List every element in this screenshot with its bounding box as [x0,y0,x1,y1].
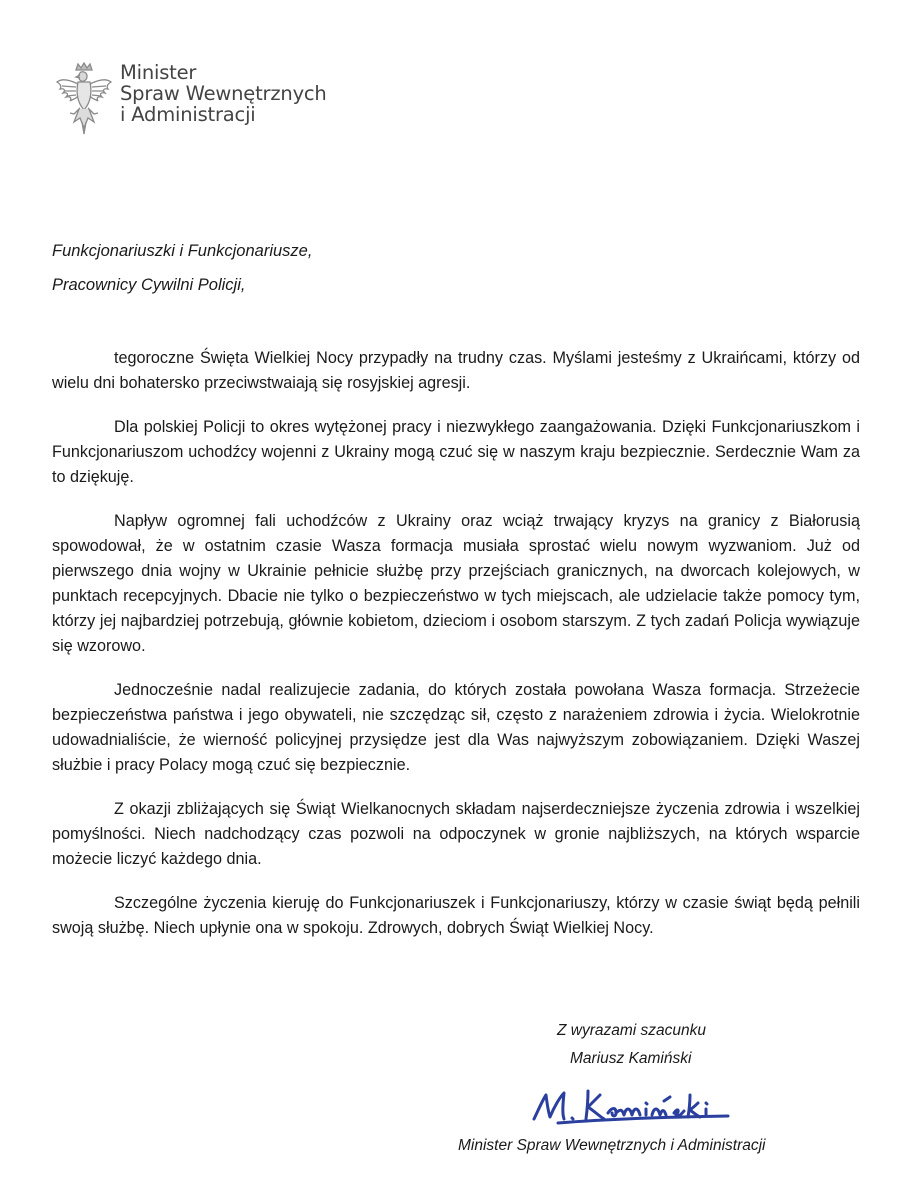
header-line-1: Minister [120,61,197,84]
greeting-line-2: Pracownicy Cywilni Policji, [52,276,246,294]
paragraph-2: Dla polskiej Policji to okres wytężonej pracy i niezwykłego zaangażowania. Dzięki Funkcjonariuszkom i Funkcjonariuszom uchodźcy wojenni z Ukrainy mogą czuć się w naszym kraju bezpiecznie. Serdecznie Wam za to dziękuję. [52,418,860,486]
ministry-header [120,62,327,125]
closing-regards: Z wyrazami szacunku [557,1022,707,1039]
paragraph-1: tegoroczne Święta Wielkiej Nocy przypadły na trudny czas. Myślami jesteśmy z Ukraińcami, którzy od wielu dni bohatersko przeciwstwaiają się rosyjskiej agresji. [52,349,860,392]
signature-text: M. Kamiński [528,1083,534,1084]
greeting-line-1: Funkcjonariuszki i Funkcjonariusze, [52,242,313,260]
letter-body [52,346,860,960]
paragraph-6: Szczególne życzenia kieruję do Funkcjonariuszek i Funkcjonariuszy, którzy w czasie świąt będą pełnili swoją służbę. Niech upłynie ona w spokoju. Zdrowych, dobrych Świąt Wielkiej Nocy. [52,894,860,937]
paragraph-5: Z okazji zbliżających się Świąt Wielkanocnych składam najserdeczniejsze życzenia zdrowia i wszelkiej pomyślności. Niech nadchodzący czas pozwoli na odpoczynek w gronie najbliższych, na których wsparcie możecie liczyć każdego dnia. [52,800,860,868]
paragraph-4: Jednocześnie nadal realizujecie zadania, do których została powołana Wasza formacja. Strzeżecie bezpieczeństwa państwa i jego obywateli, nie szczędząc sił, często z narażeniem zdrowia i życia. Wielokrotnie udowadnialiście, że wierność policyjnej przysiędze jest dla Was najwyższym zobowiązaniem. Dzięki Waszej służbie i pracy Polacy mogą czuć się bezpiecznie. [52,681,860,774]
signatory-title: Minister Spraw Wewnętrznych i Administracji [458,1137,766,1154]
header-line-3: i Administracji [120,103,256,126]
paragraph-3: Napływ ogromnej fali uchodźców z Ukrainy oraz wciąż trwający kryzys na granicy z Białorusią spowodował, że w ostatnim czasie Wasza formacja musiała sprostać wielu nowym wyzwaniom. Już od pierwszego dnia wojny w Ukrainie pełnicie służbę przy przejściach granicznych, na dworcach kolejowych, w punktach recepcyjnych. Dbacie nie tylko o bezpieczeństwo w tych miejscach, ale udzielacie także pomocy tym, którzy jej najbardziej potrzebują, głównie kobietom, dzieciom i osobom starszym. Z tych zadań Policja wywiązuje się wzorowo. [52,512,860,655]
polish-eagle-emblem-icon [54,62,114,138]
letterhead [54,62,327,138]
header-line-2: Spraw Wewnętrznych [120,82,327,105]
signatory-name: Mariusz Kamiński [570,1050,692,1067]
handwritten-signature [528,1083,768,1133]
